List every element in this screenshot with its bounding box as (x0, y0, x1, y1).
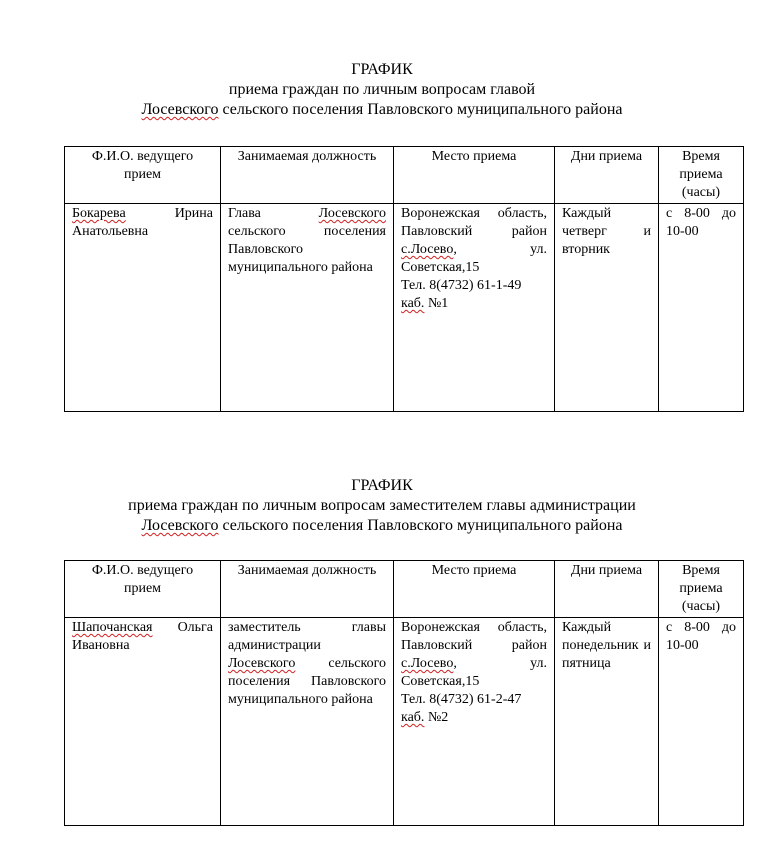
schedule-settlement: Лосевского сельского поселения Павловского муниципального района (141, 101, 623, 118)
table-header-row (65, 147, 744, 204)
schedule-section-1 (0, 60, 764, 120)
header-time: Время приема (часы) (659, 561, 744, 618)
schedule-subtitle: приема граждан по личным вопросам главой (228, 81, 536, 98)
header-place: Место приема (394, 561, 555, 618)
header-days: Дни приема (555, 561, 659, 618)
table-header-row (65, 561, 744, 618)
cell-days: Каждый понедельник и пятница (555, 618, 659, 826)
schedule-title: ГРАФИК (351, 61, 413, 78)
place-address: Воронежская область, Павловский район с.Лосево, ул. Советская,15 (401, 206, 547, 275)
cell-place (394, 204, 555, 412)
schedule-heading (0, 476, 764, 536)
schedule-heading (0, 60, 764, 120)
place-address: Воронежская область, Павловский район с.Лосево, ул. Советская,15 (401, 620, 547, 689)
cell-name: Шапочанская Ольга Ивановна (65, 618, 221, 826)
schedule-subtitle: приема граждан по личным вопросам заместителем главы администрации (128, 497, 636, 514)
cell-position: Глава Лосевского сельского поселения Павловского муниципального района (221, 204, 394, 412)
header-position: Занимаемая должность (221, 147, 394, 204)
cell-time: с 8-00 до 10-00 (659, 204, 744, 412)
header-name: Ф.И.О. ведущего прием (65, 561, 221, 618)
schedule-title: ГРАФИК (351, 477, 413, 494)
schedule-table-1 (64, 146, 744, 412)
table-row (65, 618, 744, 826)
cell-position: заместитель главы администрации Лосевского сельского поселения Павловского муниципального района (221, 618, 394, 826)
schedule-settlement: Лосевского сельского поселения Павловского муниципального района (141, 517, 623, 534)
header-time: Время приема (часы) (659, 147, 744, 204)
place-phone: Тел. 8(4732) 61-2-47 (401, 692, 522, 707)
cell-name: Бокарева Ирина Анатольевна (65, 204, 221, 412)
cell-days: Каждый четверг и вторник (555, 204, 659, 412)
place-office: каб. №2 (401, 710, 449, 725)
schedule-section-2 (0, 476, 764, 536)
header-position: Занимаемая должность (221, 561, 394, 618)
schedule-table-2 (64, 560, 744, 826)
place-office: каб. №1 (401, 296, 449, 311)
header-place: Место приема (394, 147, 555, 204)
header-days: Дни приема (555, 147, 659, 204)
table-row (65, 204, 744, 412)
cell-place (394, 618, 555, 826)
cell-time: с 8-00 до 10-00 (659, 618, 744, 826)
place-phone: Тел. 8(4732) 61-1-49 (401, 278, 522, 293)
header-name: Ф.И.О. ведущего прием (65, 147, 221, 204)
